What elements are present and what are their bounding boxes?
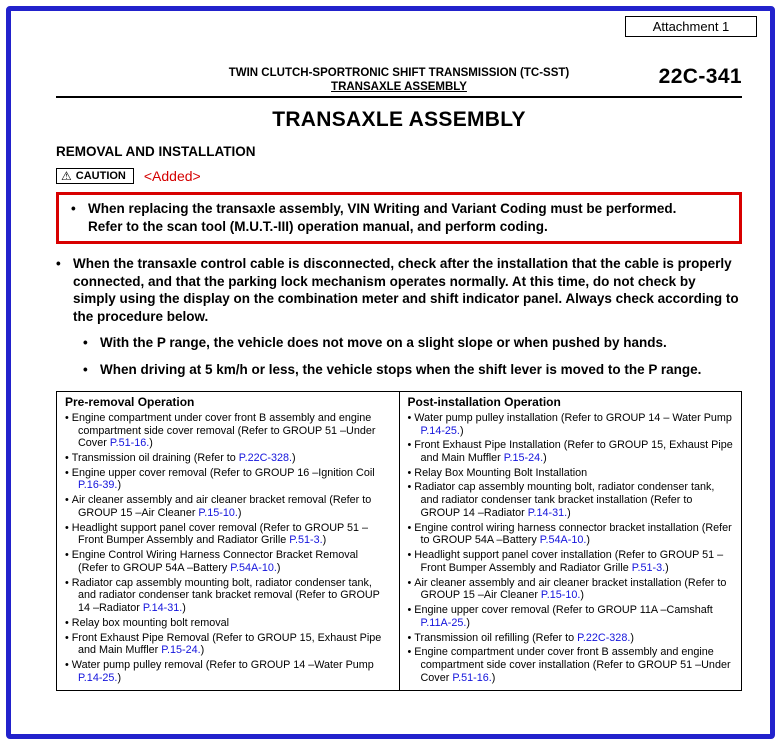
operation-item: • Air cleaner assembly and air cleaner bracket removal (Refer to GROUP 15 –Air Cleaner P.15-10.)	[65, 494, 391, 519]
operation-item: • Headlight support panel cover installation (Refer to GROUP 51 –Front Bumper Assembly and Radiator Grille P.51-3.)	[408, 549, 734, 574]
operation-item: • Radiator cap assembly mounting bolt, radiator condenser tank, and radiator condenser tank bracket installation (Refer to GROUP 14 –Radiator P.14-31.)	[408, 481, 734, 519]
section-heading: REMOVAL AND INSTALLATION	[56, 144, 256, 159]
page-reference-link[interactable]: P.54A-10.	[539, 534, 587, 547]
attachment-box: Attachment 1	[625, 16, 757, 37]
pre-removal-list	[65, 412, 391, 685]
vin-coding-note	[71, 200, 729, 235]
page-reference-link[interactable]: P.54A-10.	[230, 561, 277, 574]
page-reference-link[interactable]: P.51-16.	[109, 437, 150, 450]
header-rule	[56, 96, 742, 98]
page-reference-link[interactable]: P.15-24.	[161, 644, 201, 657]
operations-table	[56, 391, 742, 691]
page-title: TRANSAXLE ASSEMBLY	[272, 108, 526, 131]
page-reference-link[interactable]: P.14-31.	[142, 602, 183, 615]
sub-notes	[83, 334, 742, 378]
post-installation-list	[408, 412, 734, 685]
sub-note-p-range	[83, 334, 742, 352]
operation-item: • Radiator cap assembly mounting bolt, radiator condenser tank, and radiator condenser tank bracket removal (Refer to GROUP 14 –Radiator P.14-31.)	[65, 577, 391, 615]
operation-item: • Air cleaner assembly and air cleaner bracket installation (Refer to GROUP 15 –Air Cleaner P.15-10.)	[408, 577, 734, 602]
control-cable-note	[56, 255, 742, 325]
caution-label: CAUTION	[75, 170, 126, 182]
page-reference-link[interactable]: P.51-16.	[452, 671, 492, 684]
vin-coding-caution-box	[56, 192, 742, 244]
operation-item: • Front Exhaust Pipe Installation (Refer to GROUP 15, Exhaust Pipe and Main Muffler P.15-24.)	[408, 439, 734, 464]
caution-row	[56, 168, 742, 184]
control-cable-note-text: • When the transaxle control cable is disconnected, check after the installation that the cable is properly connected, and that the parking lock mechanism operates normally. At this time, do not check by simply using the display on the combination meter and shift indicator panel. Always check according to the procedure below.	[73, 256, 739, 324]
page-reference-link[interactable]: P.14-31.	[527, 506, 568, 519]
page-reference-link[interactable]: P.22C-328.	[238, 451, 293, 464]
page-reference-link[interactable]: P.15-10.	[540, 589, 581, 602]
operation-item: • Engine Control Wiring Harness Connector Bracket Removal (Refer to GROUP 54A –Battery P.54A-10.)	[65, 549, 391, 574]
operation-item: • Engine compartment under cover front B assembly and engine compartment side cover removal (Refer to GROUP 51 –Under Cover P.51-16.)	[65, 412, 391, 450]
post-installation-column	[399, 392, 742, 690]
operation-item: • Relay Box Mounting Bolt Installation	[408, 467, 734, 480]
operation-item: • Water pump pulley installation (Refer to GROUP 14 – Water Pump P.14-25.)	[408, 412, 734, 437]
operation-item: • Water pump pulley removal (Refer to GROUP 14 –Water Pump P.14-25.)	[65, 659, 391, 684]
page-reference-link[interactable]: P.51-3.	[289, 534, 323, 547]
page-reference-link[interactable]: P.22C-328.	[577, 631, 631, 644]
operation-item: • Engine upper cover removal (Refer to GROUP 16 –Ignition Coil P.16-39.)	[65, 467, 391, 492]
vin-coding-note-text	[88, 200, 729, 235]
pre-removal-column	[57, 392, 399, 690]
added-annotation: <Added>	[143, 168, 201, 184]
page	[6, 6, 775, 739]
operation-item: • Engine control wiring harness connector bracket installation (Refer to GROUP 54A –Battery P.54A-10.)	[408, 522, 734, 547]
operation-item: • Engine compartment under cover front B assembly and engine compartment side cover installation (Refer to GROUP 51 –Under Cover P.51-16.)	[408, 646, 734, 684]
operation-item: • Transmission oil draining (Refer to P.22C-328.)	[65, 452, 391, 465]
page-reference-link[interactable]: P.14-25.	[78, 671, 118, 684]
sub-note-p-range-text: • With the P range, the vehicle does not move on a slight slope or when pushed by hands.	[100, 335, 667, 351]
page-reference-link[interactable]: P.15-10.	[198, 506, 238, 519]
page-reference-link[interactable]: P.16-39.	[78, 479, 118, 492]
operation-item: • Front Exhaust Pipe Removal (Refer to GROUP 15, Exhaust Pipe and Main Muffler P.15-24.)	[65, 632, 391, 657]
sub-note-driving-wrap	[100, 361, 742, 379]
vin-note-line-2: Refer to the scan tool (M.U.T.-III) operation manual, and perform coding.	[88, 218, 548, 234]
sub-note-driving-text: • When driving at 5 km/h or less, the vehicle stops when the shift lever is moved to the P range.	[100, 361, 702, 377]
operation-item: • Relay box mounting bolt removal	[65, 617, 391, 630]
control-cable-note-text-wrap	[73, 255, 740, 325]
sub-note-driving	[83, 361, 742, 379]
pre-removal-header: Pre-removal Operation	[65, 395, 195, 410]
header-assembly-subtitle: TRANSAXLE ASSEMBLY	[331, 81, 467, 93]
page-reference-link[interactable]: P.51-3.	[631, 561, 666, 574]
post-installation-header: Post-installation Operation	[407, 395, 561, 410]
operation-item: • Transmission oil refilling (Refer to P.22C-328.)	[408, 632, 734, 645]
caution-badge	[56, 168, 134, 184]
page-reference-link[interactable]: P.14-25.	[420, 424, 460, 437]
page-number: 22C-341	[658, 65, 742, 88]
sub-note-p-range-wrap	[100, 334, 742, 352]
header-transmission-title: TWIN CLUTCH-SPORTRONIC SHIFT TRANSMISSION (TC-SST)	[228, 67, 570, 79]
page-reference-link[interactable]: P.11A-25.	[420, 616, 467, 629]
document-header	[56, 67, 742, 93]
operation-item: • Headlight support panel cover removal (Refer to GROUP 51 –Front Bumper Assembly and Radiator Grille P.51-3.)	[65, 522, 391, 547]
page-reference-link[interactable]: P.15-24.	[503, 451, 544, 464]
warning-icon: ⚠	[61, 169, 72, 183]
operation-item: • Engine upper cover removal (Refer to GROUP 11A –Camshaft P.11A-25.)	[408, 604, 734, 629]
vin-note-line-1: • When replacing the transaxle assembly, VIN Writing and Variant Coding must be performed.	[88, 201, 677, 216]
